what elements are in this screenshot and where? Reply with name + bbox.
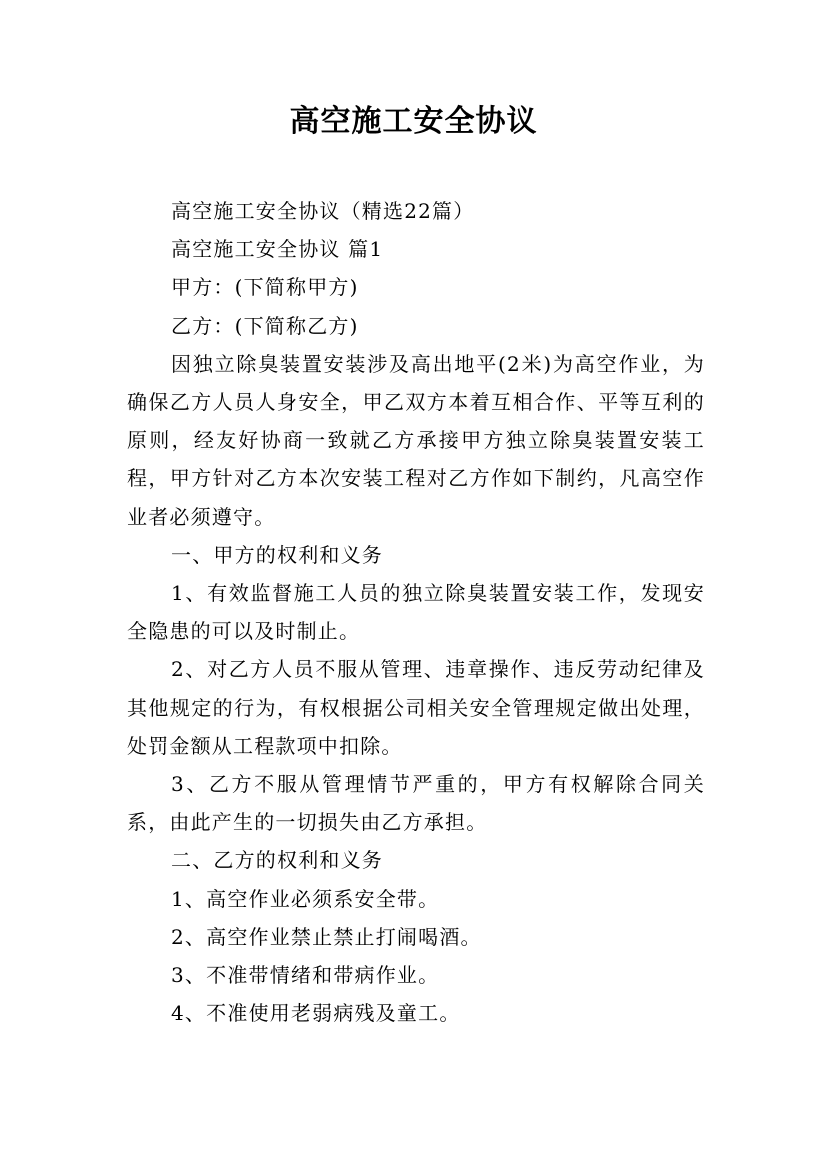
paragraph-party-b: 乙方：(下简称乙方) [171,313,359,338]
paragraph-heading-party-a-rights: 一、甲方的权利和义务 [171,542,383,567]
document-title: 高空施工安全协议 [289,104,538,139]
paragraph-clause-b3: 3、不准带情绪和带病作业。 [171,963,440,988]
paragraph-heading-party-b-rights: 二、乙方的权利和义务 [171,848,383,873]
paragraph-clause-a1: 1、有效监督施工人员的独立除臭装置安装工作，发现安全隐患的可以及时制止。 [127,581,705,644]
paragraph-clause-b1: 1、高空作业必须系安全带。 [171,886,440,911]
paragraph-subtitle: 高空施工安全协议（精选22篇） [171,199,475,223]
paragraph-section-heading: 高空施工安全协议 篇1 [171,237,384,262]
paragraph-clause-a2: 2、对乙方人员不服从管理、违章操作、违反劳动纪律及其他规定的行为，有权根据公司相关安全管理规定做出处理，处罚金额从工程款项中扣除。 [127,657,705,758]
paragraph-party-a: 甲方：(下简称甲方) [171,275,359,300]
paragraph-clause-a3: 3、乙方不服从管理情节严重的，甲方有权解除合同关系，由此产生的一切损失由乙方承担。 [127,772,705,835]
document-body [127,192,705,1032]
paragraph-preamble: 因独立除臭装置安装涉及高出地平(2米)为高空作业，为确保乙方人员人身安全，甲乙双方本着互相合作、平等互利的原则，经友好协商一致就乙方承接甲方独立除臭装置安装工程，甲方针对乙方本次安装工程对乙方作如下制约，凡高空作业者必须遵守。 [127,351,705,529]
paragraph-clause-b4: 4、不准使用老弱病残及童工。 [171,1001,461,1026]
paragraph-clause-b2: 2、高空作业禁止禁止打闹喝酒。 [171,924,482,949]
